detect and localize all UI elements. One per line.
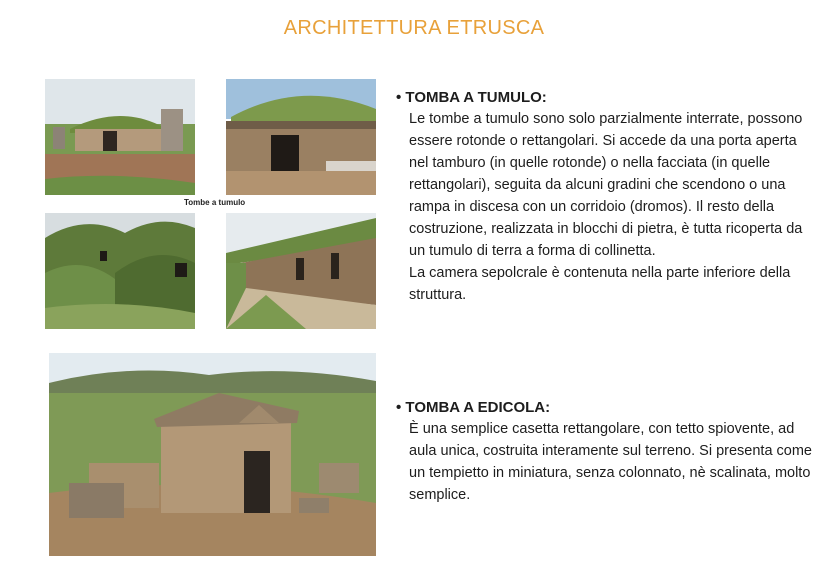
page-title: ARCHITETTURA ETRUSCA — [283, 17, 545, 39]
tumulus-photo-round — [45, 79, 195, 195]
tumulus-photo-street — [226, 213, 376, 329]
tumulo-heading: • TOMBA A TUMULO: — [396, 89, 547, 106]
tumulus-photo-facade — [226, 79, 376, 195]
tumulo-paragraph: Le tombe a tumulo sono solo parzialmente interrate, possono essere rotonde o rettangolari. Si accede da una porta aperta nel tamburo (in quelle rotonde) o nella facciata (in quelle rettangolari), seguita da alcuni gradini che scendono o una rampa in discesa con un corridoio (dromos). Il resto della costruzione, realizzata in blocchi di pietra, è tutta ricoperta da un tumulo di terra a forma di collinetta. — [409, 111, 803, 259]
tumulo-heading-text: TOMBA A TUMULO: — [405, 89, 547, 106]
edicola-heading-text: TOMBA A EDICOLA: — [405, 399, 551, 416]
tumulus-photo-mounds — [45, 213, 195, 329]
edicola-heading: • TOMBA A EDICOLA: — [396, 399, 551, 416]
edicola-section — [396, 398, 816, 506]
edicola-photo — [49, 353, 376, 556]
tumulo-section — [396, 88, 816, 306]
edicola-paragraph: È una semplice casetta rettangolare, con tetto spiovente, ad aula unica, costruita interamente sul terreno. Si presenta come un tempietto in miniatura, senza colonnato, nè scalinata, molto semplice. — [409, 421, 812, 503]
tumulo-paragraph-2: La camera sepolcrale è contenuta nella parte inferiore della struttura. — [409, 265, 791, 303]
gallery-caption: Tombe a tumulo — [184, 198, 246, 207]
